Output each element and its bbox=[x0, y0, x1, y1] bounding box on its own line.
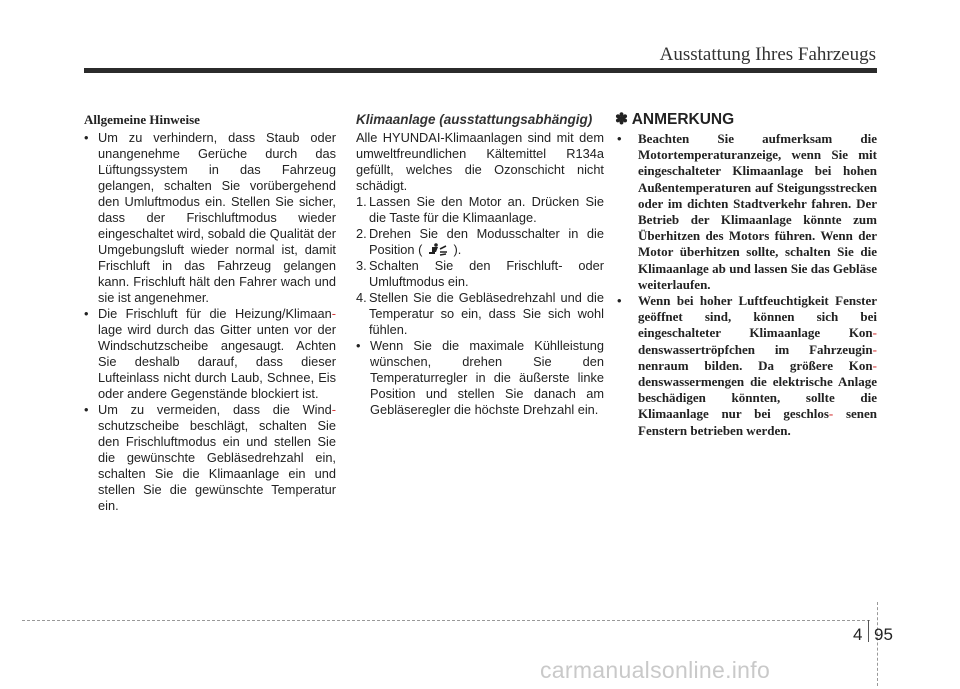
list-item: 2. Drehen Sie den Modusschalter in die Position ( ). bbox=[356, 226, 604, 257]
bullet-mark: • bbox=[84, 306, 89, 321]
chapter-number: 4 bbox=[853, 625, 863, 644]
heading-general-notes: Allgemeine Hinweise bbox=[84, 112, 200, 127]
list-item: • Wenn bei hoher Luftfeuchtigkeit Fenster geöffnet sind, können sich bei eingeschalteter Klimaanlage Kon- denswassertröpfchen im Fahrzeugin- nenraum bilden. Da größere Kon- denswassermengen die elektrische Anlage beschädigen könnten, sollte die Klimaanlage nur bei geschlos- senen Fenstern betrieben werden. bbox=[617, 293, 878, 438]
page-number: 95 bbox=[874, 625, 893, 644]
step-number: 4. bbox=[356, 290, 367, 305]
bullet-mark: • bbox=[617, 293, 622, 309]
bullet-mark: • bbox=[84, 130, 89, 145]
hyphen: - bbox=[872, 341, 877, 357]
steps-list bbox=[356, 194, 604, 338]
watermark: carmanualsonline.info bbox=[540, 657, 771, 683]
list-item: • Um zu verhindern, dass Staub oder unangenehme Gerüche durch das Lüftungssystem in das Fahrzeug gelangen, schalten Sie vorübergehend den Umluftmodus ein. Stellen Sie sicher, dass der Frischluftmodus wieder eingeschaltet wird, sobald die Qualität der Umgebungsluft wieder normal ist, damit Frischluft in das Fahrzeug gelangen kann. Frischluft hält den Fahrer wach und sie ist angenehmer. bbox=[84, 130, 336, 305]
general-notes-list bbox=[84, 130, 336, 514]
column-note bbox=[615, 112, 877, 439]
hyphen: - bbox=[872, 357, 877, 373]
list-item: • Wenn Sie die maximale Kühlleistung wünschen, drehen Sie den Temperaturregler in die äußerste linke Position und stellen Sie danach am Gebläseregler die höchste Drehzahl ein. bbox=[356, 338, 604, 417]
footer-rule bbox=[22, 620, 870, 621]
bullet-mark: • bbox=[356, 338, 361, 353]
column-general-notes bbox=[84, 112, 336, 514]
list-item: • Um zu vermeiden, dass die Wind- schutzscheibe beschlägt, schalten Sie den Frischluftmodus ein und stellen Sie die gewünschte Gebläsedrehzahl ein, schalten Sie die Klimaanlage ein und stellen Sie die gewünschte Temperatur ein. bbox=[84, 402, 336, 513]
column-air-conditioning bbox=[356, 112, 604, 418]
floor-vent-mode-icon bbox=[426, 243, 450, 256]
list-item: 3. Schalten Sie den Frischluft- oder Umluftmodus ein. bbox=[356, 258, 604, 289]
intro-paragraph: Alle HYUNDAI-Klimaanlagen sind mit dem umweltfreundlichen Kältemittel R134a gefüllt, welches die Ozonschicht nicht schädigt. bbox=[356, 130, 604, 193]
heading-air-conditioning: Klimaanlage (ausstattungsabhängig) bbox=[356, 112, 593, 127]
bullet-mark: • bbox=[84, 402, 89, 417]
step-number: 2. bbox=[356, 226, 367, 241]
hyphen: - bbox=[872, 325, 877, 341]
tips-list bbox=[356, 338, 604, 418]
hyphen: - bbox=[828, 406, 834, 422]
page-separator bbox=[868, 620, 869, 642]
header-rule bbox=[84, 68, 877, 73]
hyphen: - bbox=[331, 402, 336, 417]
heading-note: ✽ ANMERKUNG bbox=[615, 111, 735, 128]
section-title: Ausstattung Ihres Fahrzeugs bbox=[659, 44, 876, 65]
list-item: 1. Lassen Sie den Motor an. Drücken Sie die Taste für die Klimaanlage. bbox=[356, 194, 604, 225]
step-number: 3. bbox=[356, 258, 367, 273]
note-list bbox=[615, 131, 877, 439]
list-item: • Die Frischluft für die Heizung/Klimaan- lage wird durch das Gitter unten vor der Windschutzscheibe angesaugt. Achten Sie deshalb darauf, dass dieser Lufteinlass nicht durch Laub, Schnee, Eis oder andere Gegenstände blockiert ist. bbox=[84, 306, 336, 401]
bullet-mark: • bbox=[617, 131, 622, 146]
step-number: 1. bbox=[356, 194, 367, 209]
list-item: • Beachten Sie aufmerksam die Motortemperaturanzeige, wenn Sie mit eingeschalteter Klimaanlage bei hohen Außentemperaturen auf Steigungsstrecken oder im dichten Stadtverkehr fahren. Der Betrieb der Klimaanlage könnte zum Überhitzen des Motors führen. Wenn der Motor überhitzen sollte, schalten Sie die Klimaanlage ab und lassen Sie das Gebläse weiterlaufen. bbox=[617, 131, 877, 292]
hyphen: - bbox=[331, 306, 336, 321]
list-item: 4. Stellen Sie die Gebläsedrehzahl und die Temperatur so ein, dass Sie sich wohl fühlen. bbox=[356, 290, 604, 337]
